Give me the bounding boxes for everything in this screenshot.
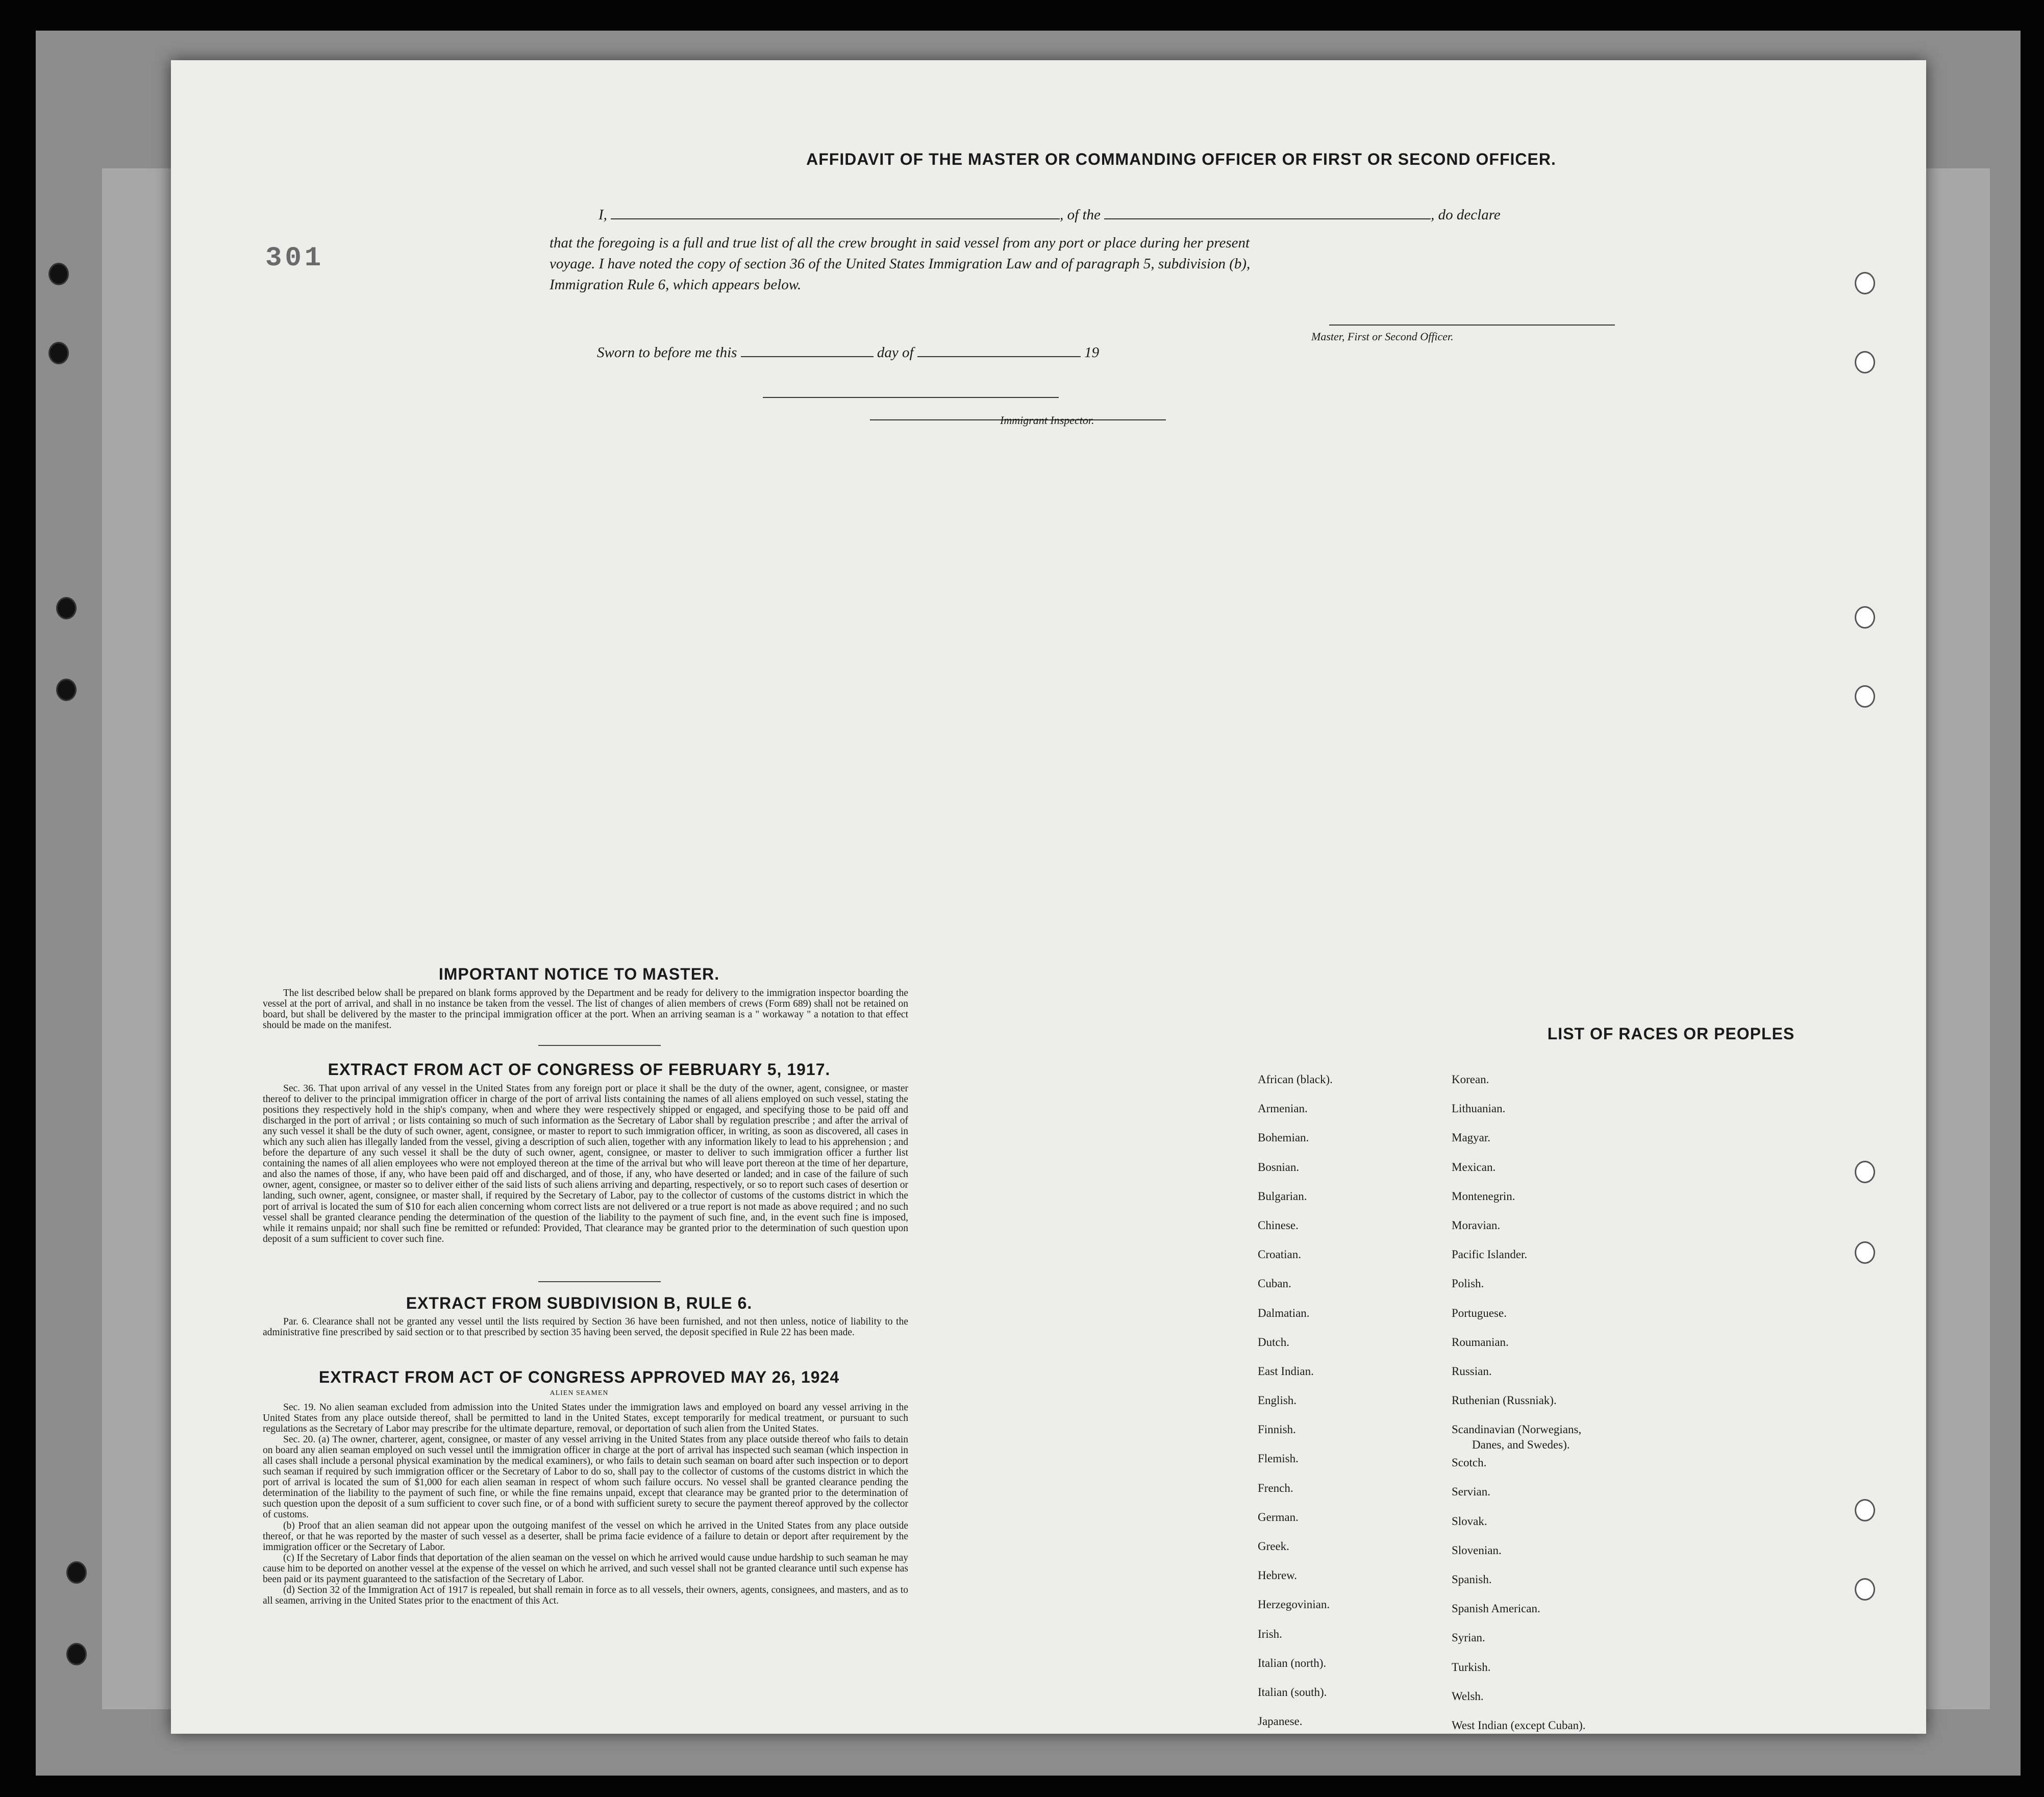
sworn-line (597, 343, 1099, 363)
race-item: Japanese. (1258, 1715, 1303, 1728)
sec-20b-paragraph: (b) Proof that an alien seaman did not appear upon the outgoing manifest of the vessel on which he arrived in the United States from any place outside thereof, or that he was reported by the master of such vessel as a deserter, shall be prima facie evidence of a failure to detain or deport after requirement by the immigration officer or the Secretary of Labor. (263, 1520, 908, 1553)
race-item: West Indian (except Cuban). (1452, 1718, 1586, 1732)
sec-20d-paragraph: (d) Section 32 of the Immigration Act of 1917 is repealed, but shall remain in force as to all vessels, their owners, agents, consignees, and masters, and as to all seamen, arriving in the United States prior to the enactment of this Act. (263, 1584, 908, 1606)
inspector-signature-line-1[interactable] (763, 397, 1059, 398)
sworn-prefix: Sworn to before me this (597, 344, 737, 361)
race-item: Mexican. (1452, 1160, 1496, 1174)
race-item: Greek. (1258, 1540, 1289, 1553)
race-item: Scotch. (1452, 1456, 1487, 1469)
race-item: Bosnian. (1258, 1160, 1300, 1174)
race-item: Italian (north). (1258, 1656, 1327, 1669)
binder-hole (56, 597, 77, 619)
affidavit-title: AFFIDAVIT OF THE MASTER OR COMMANDING OFFICER OR FIRST OR SECOND OFFICER. (806, 150, 1556, 168)
extract-rule6-text (263, 1316, 908, 1338)
race-item: Montenegrin. (1452, 1189, 1515, 1203)
race-item: Dutch. (1258, 1335, 1289, 1349)
race-item: Roumanian. (1452, 1335, 1509, 1349)
affidavit-line-1 (599, 206, 1501, 225)
race-item: German. (1258, 1510, 1299, 1524)
sec-36-paragraph: Sec. 36. That upon arrival of any vessel in the United States from any foreign port or place it shall be the duty of the owner, agent, consignee, or master thereof to deliver to the principal immigration officer in charge of the port of arrival lists containing the names of all aliens employed on such vessel, stating the positions they respectively hold in the ship's company, when and where they were respectively shipped or engaged, and specifying those to be paid off and discharged in the port of arrival ; or lists containing so much of such information as the Secretary of Labor shall by regulation prescribe ; and after the arrival of any such vessel it shall be the duty of such owner, agent, consignee, or master to report to such immigration officer, in writing, as soon as discovered, all cases in which any such alien has illegally landed from the vessel, giving a description of such alien, together with any information likely to lead to his apprehension ; and before the departure of any such vessel it shall be the duty of such owner, agent, consignee, or master to deliver to such immigration officer a further list containing the names of all alien employees who were not employed thereon at the time of the arrival but who will leave port thereon at the time of her departure, and also the names of those, if any, who have been paid off and discharged, and of those, if any, who have deserted or landed; and in case of the failure of such owner, agent, consignee, or master so to deliver either of the said lists of such aliens arriving and departing, respectively, or so to report such cases of desertion or landing, such owner, agent, consignee, or master shall, if required by the Secretary of Labor, pay to the collector of customs of the customs district in which the port of arrival is located the sum of $10 for each alien concerning whom correct lists are not delivered or a true report is not made as above required ; and no such vessel shall be granted clearance pending the determination of the question of the liability to the payment of such fine, and, in the event such fine is imposed, while it remains unpaid; nor shall such fine be remitted or refunded: Provided, That clearance may be granted prior to the determination of such question upon deposit of a sum sufficient to cover such fine. (263, 1083, 908, 1244)
race-item: Scandinavian (Norwegians, (1452, 1423, 1582, 1436)
divider (538, 1045, 661, 1046)
race-item: Pacific Islander. (1452, 1248, 1528, 1261)
race-item: Lithuanian. (1452, 1102, 1506, 1115)
affidavit-line-3: voyage. I have noted the copy of section 36 of the United States Immigration Law and of paragraph 5, subdivision (b), (550, 256, 1251, 272)
notice-text (263, 988, 908, 1031)
race-item: Ruthenian (Russniak). (1452, 1394, 1557, 1407)
race-item: Polish. (1452, 1277, 1484, 1290)
notice-title: IMPORTANT NOTICE TO MASTER. (438, 965, 720, 983)
race-item: Cuban. (1258, 1277, 1291, 1290)
binder-hole (56, 679, 77, 701)
race-item: Herzegovinian. (1258, 1598, 1330, 1611)
binder-hole (1855, 1499, 1875, 1521)
race-item: Slovak. (1452, 1514, 1487, 1528)
races-title: LIST OF RACES OR PEOPLES (1547, 1025, 1795, 1043)
race-item: Spanish American. (1452, 1602, 1540, 1615)
affidavit-i: I, (599, 207, 607, 223)
binder-hole (1855, 272, 1875, 294)
affidavit-line-2: that the foregoing is a full and true list of all the crew brought in said vessel from any port or place during her present (550, 235, 1250, 251)
sec-20c-paragraph: (c) If the Secretary of Labor finds that deportation of the alien seaman on the vessel on which he arrived would cause undue hardship to such seaman he may cause him to be deported on another vessel at the expense of the vessel on which he arrived, and such vessel shall not be granted clearance until such expense has been paid or its payment guaranteed to the satisfaction of the Secretary of Labor. (263, 1552, 908, 1585)
sworn-month-field[interactable] (917, 356, 1081, 357)
race-item: Bohemian. (1258, 1131, 1309, 1144)
race-item: Slovenian. (1452, 1543, 1502, 1557)
race-item: Magyar. (1452, 1131, 1491, 1144)
races-left-column (1258, 1073, 1333, 1744)
races-right-column (1452, 1073, 1586, 1748)
sec-20a-paragraph: Sec. 20. (a) The owner, charterer, agent, consignee, or master of any vessel arriving in the United States from any place outside thereof who fails to detain on board any alien seaman employed on such vessel until the immigration officer in charge at the port of arrival has inspected such seaman (which inspection in all cases shall include a personal physical examination by the medical examiners), or who fails to detain such seaman on board after such inspection or to deport such seaman if required by such immigration officer or the Secretary of Labor to do so, shall pay to the collector of customs of the customs district in which the port of arrival is located the sum of $1,000 for each alien seaman in respect of whom such failure occurs. No vessel shall be granted clearance pending the determination of the liability to the payment of such fine, or while the fine remains unpaid, except that clearance may be granted prior to the determination of such question upon the deposit of a sum sufficient to cover such fine, or of a bond with sufficient surety to secure the payment thereof approved by the collector of customs. (263, 1434, 908, 1520)
extract-1917-title: EXTRACT FROM ACT OF CONGRESS OF FEBRUARY 5, 1917. (328, 1060, 831, 1079)
binder-hole (1855, 606, 1875, 629)
binder-hole (48, 263, 69, 285)
race-item: Portuguese. (1452, 1306, 1507, 1319)
binder-hole (1855, 1578, 1875, 1601)
divider (538, 1281, 661, 1282)
race-item: French. (1258, 1481, 1293, 1494)
race-item: Chinese. (1258, 1218, 1299, 1232)
race-item: Flemish. (1258, 1452, 1299, 1465)
race-item: Turkish. (1452, 1660, 1491, 1674)
race-item: English. (1258, 1394, 1297, 1407)
master-name-field[interactable] (611, 218, 1060, 219)
sworn-day-field[interactable] (741, 356, 874, 357)
race-item: Moravian. (1452, 1218, 1501, 1232)
race-item: Danes, and Swedes). (1472, 1438, 1570, 1452)
race-item: Syrian. (1452, 1631, 1485, 1644)
extract-1924-title: EXTRACT FROM ACT OF CONGRESS APPROVED MAY 26, 1924 (318, 1368, 840, 1386)
sworn-day-label: day of (877, 344, 914, 361)
race-item: Spanish. (1452, 1573, 1492, 1586)
extract-1917-text (263, 1083, 908, 1244)
alien-seamen-subtitle: ALIEN SEAMEN (550, 1389, 609, 1397)
binder-hole (1855, 351, 1875, 373)
affidavit-line-4: Immigration Rule 6, which appears below. (550, 277, 802, 293)
race-item: Russian. (1452, 1364, 1492, 1378)
race-item: East Indian. (1258, 1364, 1314, 1378)
race-item: Servian. (1452, 1485, 1491, 1499)
race-item: Croatian. (1258, 1248, 1301, 1261)
race-item: Finnish. (1258, 1423, 1296, 1436)
race-item: Italian (south). (1258, 1685, 1327, 1699)
affidavit-declare: , do declare (1431, 207, 1501, 223)
binder-hole (1855, 1161, 1875, 1183)
race-item: Hebrew. (1258, 1569, 1298, 1582)
extract-1924-text (263, 1402, 908, 1606)
race-item: Dalmatian. (1258, 1306, 1310, 1319)
par-6-paragraph: Par. 6. Clearance shall not be granted any vessel until the lists required by Section 36 have been furnished, and not then unless, notice of liability to the administrative fine prescribed by said section or to that prescribed by section 35 having been served, the deposit specified in Rule 22 has been made. (263, 1316, 908, 1338)
sworn-year: 19 (1084, 344, 1100, 361)
vessel-name-field[interactable] (1104, 218, 1431, 219)
inspector-caption: Immigrant Inspector. (1000, 414, 1094, 427)
affidavit-page (171, 60, 1926, 1734)
race-item: African (black). (1258, 1073, 1333, 1086)
sec-19-paragraph: Sec. 19. No alien seaman excluded from admission into the United States under the immigration laws and employed on board any vessel arriving in the United States from any place outside thereof, shall be permitted to land in the United States, except temporarily for medical treatment, or pursuant to such regulations as the Secretary of Labor may prescribe for the ultimate departure, removal, or deportation of such alien from the United States. (263, 1402, 908, 1435)
binder-hole (1855, 1241, 1875, 1264)
binder-hole (48, 342, 69, 364)
affidavit-of-the: , of the (1060, 207, 1101, 223)
race-item: Armenian. (1258, 1102, 1308, 1115)
stamp-number: 301 (265, 243, 325, 274)
signature-caption: Master, First or Second Officer. (1311, 330, 1454, 343)
binder-hole (66, 1643, 87, 1665)
race-item: Welsh. (1452, 1689, 1484, 1703)
signature-line[interactable] (1329, 325, 1615, 326)
binder-hole (66, 1561, 87, 1584)
race-item: Bulgarian. (1258, 1189, 1307, 1203)
extract-rule6-title: EXTRACT FROM SUBDIVISION B, RULE 6. (406, 1294, 753, 1312)
binder-hole (1855, 685, 1875, 708)
race-item: Irish. (1258, 1627, 1282, 1640)
notice-paragraph: The list described below shall be prepared on blank forms approved by the Department and be ready for delivery to the immigration inspector boarding the vessel at the port of arrival, and shall in no instance be taken from the vessel. The list of changes of alien members of crews (Form 689) shall not be retained on board, but shall be delivered by the master to the principal immigration officer at the port. When an arriving seaman is a " workaway " a notation to that effect should be made on the manifest. (263, 988, 908, 1031)
race-item: Korean. (1452, 1073, 1489, 1086)
